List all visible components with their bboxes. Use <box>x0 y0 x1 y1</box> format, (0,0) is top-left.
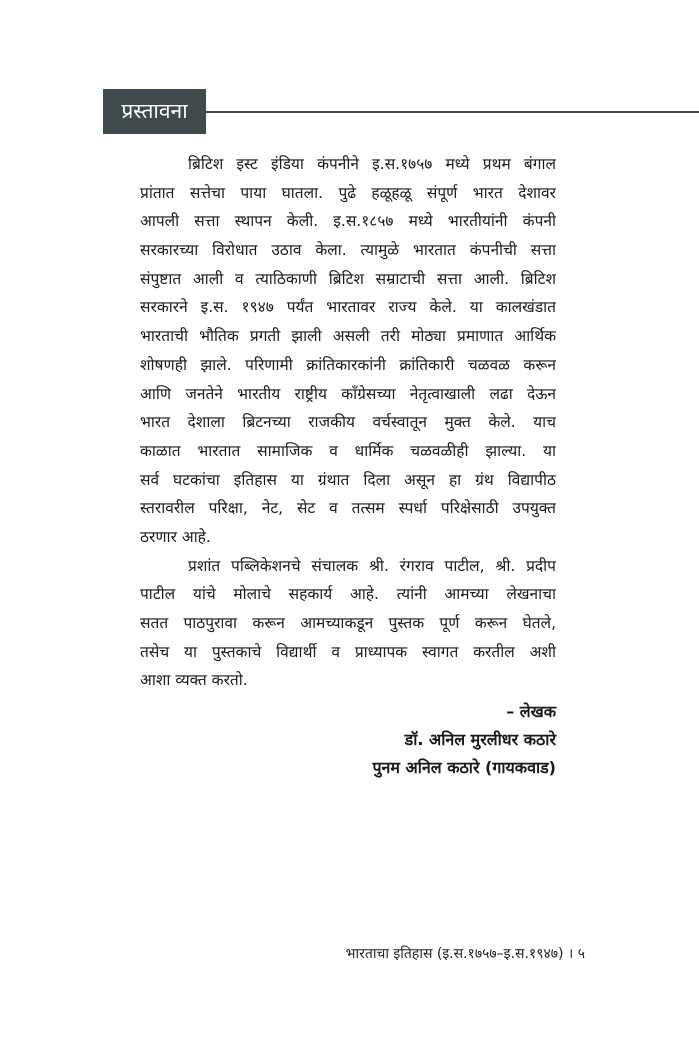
paragraph-1 <box>140 150 556 552</box>
text-line: स्तरावरील परिक्षा, नेट, सेट व तत्सम स्पर्धा परिक्षेसाठी उपयुक्त <box>140 499 556 518</box>
text-line: सरकारने इ.स. १९४७ पर्यंत भारतावर राज्य केले. या कालखंडात <box>140 298 556 317</box>
author-name: पुनम अनिल कठारे (गायकवाड) <box>372 758 556 777</box>
text-line: तसेच या पुस्तकाचे विद्यार्थी व प्राध्यापक स्वागत करतील अशी <box>140 642 556 661</box>
text-line: आपली सत्ता स्थापन केली. इ.स.१८५७ मध्ये भारतीयांनी कंपनी <box>140 212 556 231</box>
signature-role: – लेखक <box>506 702 556 721</box>
section-heading: प्रस्तावना <box>103 89 206 134</box>
text-line: काळात भारतात सामाजिक व धार्मिक चळवळीही झाल्या. या <box>140 441 556 460</box>
text-line: ब्रिटिश इस्ट इंडिया कंपनीने इ.स.१७५७ मध्ये प्रथम बंगाल <box>188 155 556 173</box>
text-line: पाटील यांचे मोलाचे सहकार्य आहे. त्यांनी आमच्या लेखनाचा <box>140 585 556 604</box>
text-line: भारत देशाला ब्रिटनच्या राजकीय वर्चस्वातून मुक्त केले. याच <box>140 413 556 432</box>
heading-rule <box>206 111 699 113</box>
text-line: प्रांतात सत्तेचा पाया घातला. पुढे हळूहळू संपूर्ण भारत देशावर <box>140 183 556 202</box>
text-line: सर्व घटकांचा इतिहास या ग्रंथात दिला असून हा ग्रंथ विद्यापीठ <box>140 470 556 489</box>
author-name: डॉ. अनिल मुरलीधर कठारे <box>404 730 556 749</box>
text-line: आणि जनतेने भारतीय राष्ट्रीय काँग्रेसच्या नेतृत्वाखाली लढा देऊन <box>140 384 556 403</box>
paragraph-2 <box>140 552 556 695</box>
text-line: शोषणही झाले. परिणामी क्रांतिकारकांनी क्रांतिकारी चळवळ करून <box>140 355 556 374</box>
text-line: प्रशांत पब्लिकेशनचे संचालक श्री. रंगराव पाटील, श्री. प्रदीप <box>188 556 556 575</box>
text-line: आशा व्यक्त करतो. <box>140 671 248 690</box>
text-line: भारताची भौतिक प्रगती झाली असली तरी मोठ्या प्रमाणात आर्थिक <box>140 327 556 346</box>
page-footer: भारताचा इतिहास (इ.स.१७५७–इ.स.१९४७) । ५ <box>345 946 585 962</box>
text-line: सतत पाठपुरावा करून आमच्याकडून पुस्तक पूर्ण करून घेतले, <box>140 614 556 632</box>
text-line: ठरणार आहे. <box>140 527 211 546</box>
signature-block <box>372 698 556 782</box>
text-line: सरकारच्या विरोधात उठाव केला. त्यामुळे भारतात कंपनीची सत्ता <box>140 241 556 260</box>
text-line: संपुष्टात आली व त्याठिकाणी ब्रिटिश सम्राटाची सत्ता आली. ब्रिटिश <box>140 269 556 288</box>
preface-body <box>140 150 556 695</box>
